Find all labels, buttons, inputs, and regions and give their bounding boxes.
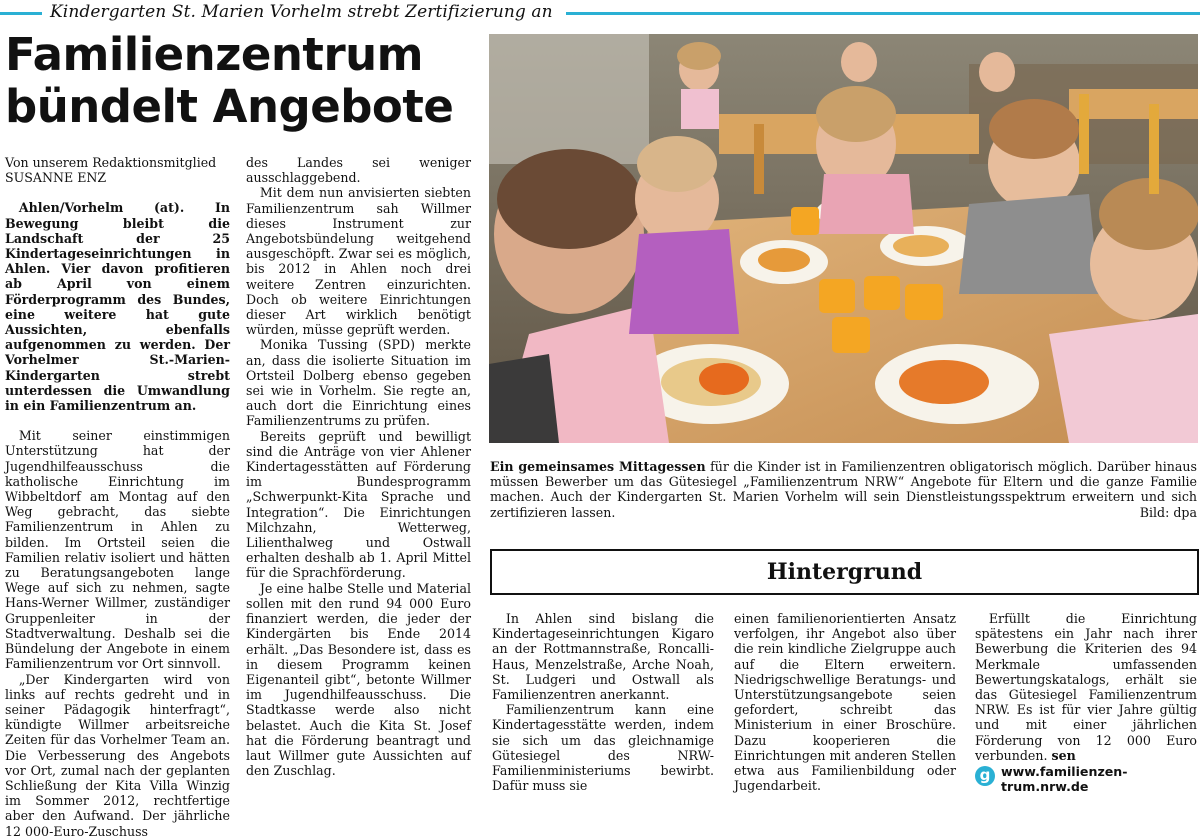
photo-caption	[490, 459, 1197, 520]
article-paragraph: Monika Tussing (SPD) merkte an, dass die isolierte Situation im Ortsteil Dolberg ebenso gegeben sei wie in Vorhelm. Sie regte an, auch dort die Einrichtung eines Familienzentrums zu prüfen.	[246, 337, 471, 429]
byline-line-1: Von unserem Redaktionsmitglied	[5, 155, 217, 170]
byline-author: SUSANNE ENZ	[5, 170, 107, 186]
article-paragraph: „Der Kindergarten wird von links auf rechts gedreht und in seiner Pädagogik hinterfragt“, kündigte Willmer arbeitsreiche Zeiten für das Vorhelmer Team an. Die Verbesserung des Angebots vor Ort, zumal nach der geplanten Schließung der Kita Villa Winzig im Sommer 2012, rechtfertige aber den Aufwand. Der jährliche 12 000-Euro-Zuschuss	[5, 671, 230, 839]
hintergrund-column-2	[734, 611, 956, 793]
article-paragraph: Je eine halbe Stelle und Material sollen mit den rund 94 000 Euro finanziert werden, die jeder der Kindergärten bis Ende 2014 erhält. „Das Besondere ist, dass es in diesem Programm keinen Eigenanteil gibt“, betonte Willmer im Jugendhilfeausschuss. Die Stadtkasse werde also nicht belastet. Auch die Kita St. Josef hat die Förderung beantragt und laut Willmer gute Aussichten auf den Zuschlag.	[246, 580, 471, 779]
headline-line-2: bündelt Angebote	[5, 80, 454, 133]
hintergrund-column-1	[492, 611, 714, 793]
caption-lead: Ein gemeinsames Mittagessen	[490, 459, 706, 474]
article-paragraph: Bereits geprüft und bewilligt sind die Anträge von vier Ahlener Kindertagesstätten auf Förderung im Bundesprogramm „Schwerpunkt-Kita Sprache und Integration“. Die Einrichtungen Milchzahn, Wetterweg, Lilienthalweg und Ostwall erhalten deshalb ab 1. April Mittel für die Sprachförderung.	[246, 428, 471, 581]
headline	[5, 29, 485, 133]
hintergrund-column-3	[975, 611, 1197, 794]
article-paragraph: des Landes sei weniger ausschlaggebend.	[246, 155, 471, 186]
web-link-line-1: www.familienzen-	[1001, 764, 1128, 780]
hintergrund-paragraph: In Ahlen sind bislang die Kindertageseinrichtungen Kigaro an der Rottmannstraße, Roncalli-Haus, Menzelstraße, Arche Noah, St. Ludgeri und Ostwall als Familienzentren anerkannt.	[492, 611, 714, 703]
hintergrund-paragraph: einen familienorientierten Ansatz verfolgen, ihr Angebot also über die rein kindliche Zielgruppe auch auf die Eltern erweitern. Niedrigschwellige Beratungs- und Unterstützungsangebote seien gefordert, schreibt das Ministerium in einer Broschüre. Dazu kooperieren die Einrichtungen mit anderen Stellen etwa aus Familienbildung oder Jugendarbeit.	[734, 611, 956, 794]
web-link-line-2: trum.nrw.de	[1001, 779, 1089, 795]
web-link[interactable]	[1001, 764, 1128, 794]
web-reference	[975, 764, 1197, 794]
article-paragraph: Mit dem nun anvisierten siebten Familienzentrum sah Willmer dieses Instrument zur Angebotsbündelung weitgehend ausgeschöpft. Zwar sei es möglich, bis 2012 in Ahlen noch drei weitere Zentren einzurichten. Doch ob weitere Einrichtungen dieser Art wirklich benötigt würden, müsse geprüft werden.	[246, 185, 471, 338]
kicker-rule-left	[0, 12, 42, 15]
kicker: Kindergarten St. Marien Vorhelm strebt Zertifizierung an	[50, 2, 553, 22]
kicker-rule-right	[566, 12, 1200, 15]
hintergrund-paragraph	[975, 611, 1197, 763]
photo-credit: Bild: dpa	[1139, 505, 1197, 520]
author-tag: sen	[1051, 747, 1076, 763]
hintergrund-title: Hintergrund	[766, 559, 923, 585]
article-paragraph: Mit seiner einstimmigen Unterstützung hat der Jugendhilfeausschuss die katholische Einrichtung im Wibbeltdorf am Montag auf den Weg gebracht, das siebte Familienzentrum in Ahlen zu bilden. Im Ortsteil seien die Familien relativ isoliert und hätten zu Beratungsangeboten lange Wege auf sich zu nehmen, sagte Hans-Werner Willmer, zuständiger Gruppenleiter in der Stadtverwaltung. Deshalb sei die Bündelung der Angebote in einem Familienzentrum vor Ort sinnvoll.	[5, 428, 230, 672]
caption-text: für die Kinder ist in Familienzentren obligatorisch möglich. Darüber hinaus müssen Bewerber um das Gütesiegel „Familienzentrum NRW“ Angebote für Eltern und die ganze Familie machen. Auch der Kindergarten St. Marien Vorhelm will sein Dienstleistungsspektrum erweitern und sich zertifizieren lassen.	[490, 459, 1197, 520]
globe-g-icon: g	[975, 766, 995, 786]
article-column-2	[246, 155, 471, 778]
hintergrund-paragraph: Familienzentrum kann eine Kindertagesstätte werden, indem sie sich um das gleichnamige Gütesiegel des NRW-Familienministeriums bewirbt. Dafür muss sie	[492, 702, 714, 794]
hintergrund-box	[490, 549, 1199, 595]
article-column-1	[5, 155, 230, 839]
photo-illustration	[489, 34, 1198, 443]
headline-line-1: Familienzentrum	[5, 28, 424, 81]
article-lead: Ahlen/Vorhelm (at). In Bewegung bleibt die Landschaft der 25 Kindertageseinrichtungen in Ahlen. Vier davon profitieren ab April von einem Förderprogramm des Bundes, eine weitere hat gute Aussichten, ebenfalls aufgenommen zu werden. Der Vorhelmer St.-Marien-Kindergarten strebt unterdessen die Umwandlung in ein Familienzentrum an.	[5, 200, 230, 414]
article-photo	[489, 34, 1198, 443]
hintergrund-text: Erfüllt die Einrichtung spätestens ein Jahr nach ihrer Bewerbung die Kriterien des 94 Merkmale umfassenden Bewertungskatalogs, erhält sie das Gütesiegel Familienzentrum NRW. Es ist für vier Jahre gültig und mit einer jährlichen Förderung von 12 000 Euro verbunden.	[975, 611, 1197, 763]
